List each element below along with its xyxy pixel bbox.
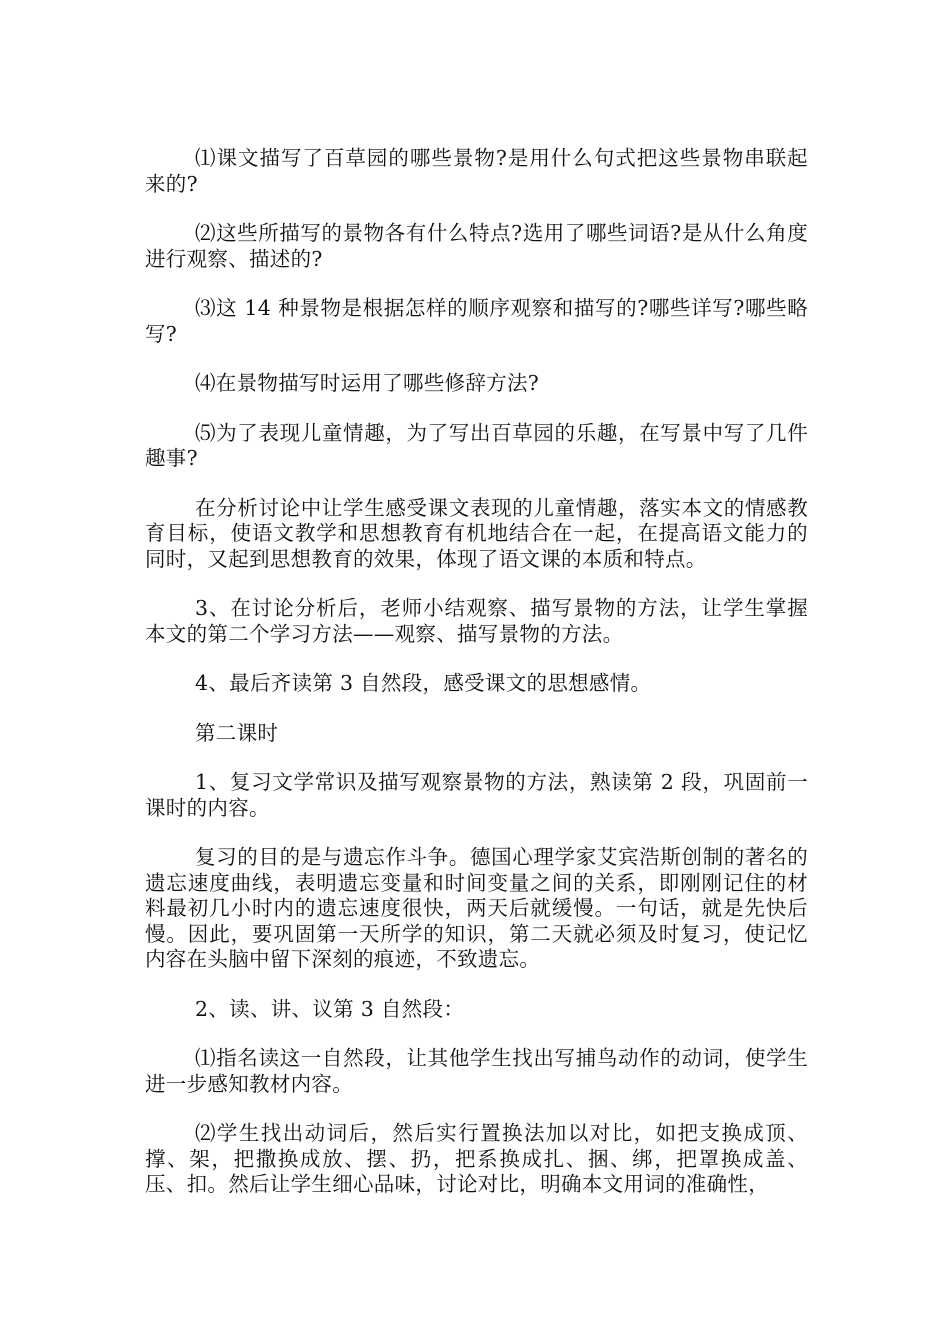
document-body — [145, 146, 808, 1222]
review-step-2: 2、读、讲、议第 3 自然段： — [195, 996, 465, 1021]
review-step-1: 1、复习文学常识及描写观察景物的方法，熟读第 2 段，巩固前一课时的内容。 — [145, 770, 808, 820]
review-explanation: 复习的目的是与遗忘作斗争。德国心理学家艾宾浩斯创制的著名的遗忘速度曲线，表明遗忘变量和时间变量之间的关系，即刚刚记住的材料最初几小时内的遗忘速度很快，两天后就缓慢。一句话，就是先快后慢。因此，要巩固第一天所学的知识，第二天就必须及时复习，使记忆内容在头脑中留下深刻的痕迹，不致遗忘。 — [145, 845, 808, 971]
question-3: ⑶这 14 种景物是根据怎样的顺序观察和描写的?哪些详写?哪些略写? — [145, 296, 808, 346]
step-4-paragraph: 4、最后齐读第 3 自然段，感受课文的思想感情。 — [195, 671, 652, 695]
question-5: ⑸为了表现儿童情趣，为了写出百草园的乐趣，在写景中写了几件趣事? — [145, 420, 808, 470]
question-1: ⑴课文描写了百草园的哪些景物?是用什么句式把这些景物串联起来的? — [145, 146, 808, 196]
step-3-paragraph: 3、在讨论分析后，老师小结观察、描写景物的方法，让学生掌握本文的第二个学习方法——观察、描写景物的方法。 — [145, 596, 808, 646]
analysis-paragraph: 在分析讨论中让学生感受课文表现的儿童情趣，落实本文的情感教育目标，使语文教学和思想教育有机地结合在一起，在提高语文能力的同时，又起到思想教育的效果，体现了语文课的本质和特点。 — [145, 495, 808, 571]
subquestion-2: ⑵学生找出动词后，然后实行置换法加以对比，如把支换成顶、撑、架，把撒换成放、摆、扔，把系换成扎、捆、绑，把罩换成盖、压、扣。然后让学生细心品味，讨论对比，明确本文用词的准确性， — [145, 1121, 808, 1196]
question-4: ⑷在景物描写时运用了哪些修辞方法? — [195, 371, 540, 395]
subquestion-1: ⑴指名读这一自然段，让其他学生找出写捕鸟动作的动词，使学生进一步感知教材内容。 — [145, 1046, 808, 1096]
section-heading-second-lesson: 第二课时 — [195, 720, 279, 745]
question-2: ⑵这些所描写的景物各有什么特点?选用了哪些词语?是从什么角度进行观察、描述的? — [145, 221, 808, 271]
